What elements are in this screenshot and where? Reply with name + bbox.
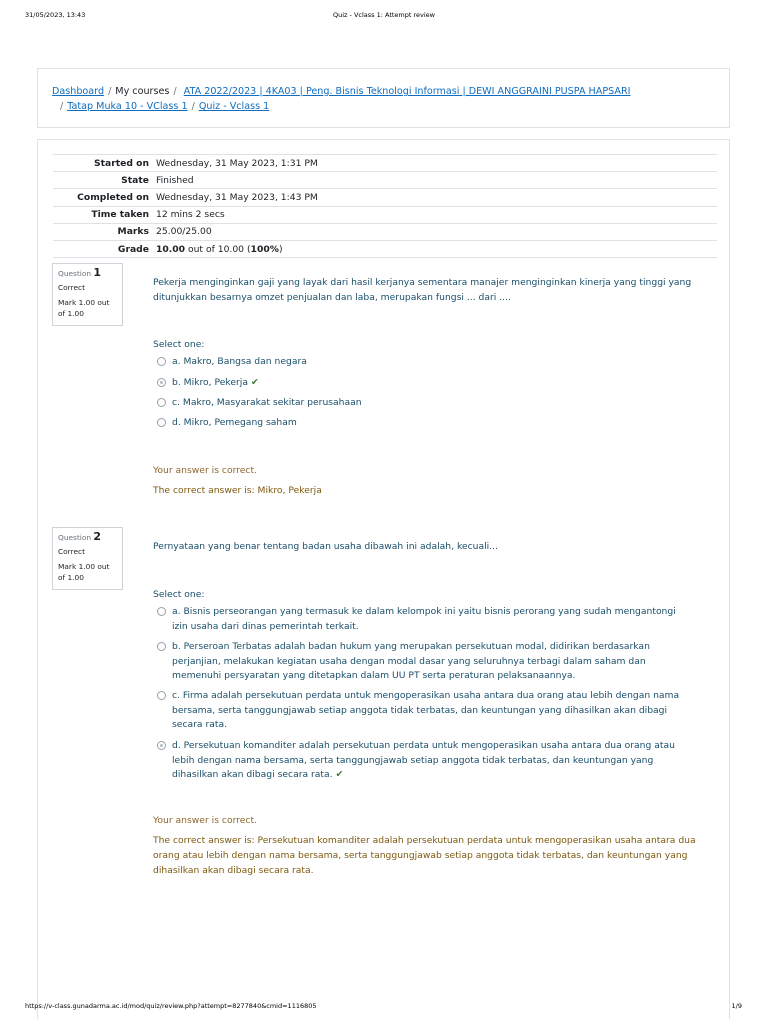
- question-number: [58, 532, 117, 544]
- breadcrumb-separator: /: [191, 101, 195, 112]
- breadcrumb: [37, 68, 730, 128]
- radio-button[interactable]: [157, 418, 166, 427]
- answer-option-b[interactable]: [157, 376, 689, 391]
- feedback-status: Your answer is correct.: [153, 815, 257, 826]
- summary-label: Marks: [53, 223, 156, 240]
- question-label: Question: [58, 269, 92, 278]
- question-state: Correct: [58, 282, 85, 292]
- summary-value: Wednesday, 31 May 2023, 1:43 PM: [156, 189, 717, 206]
- grade-value: [156, 240, 717, 257]
- review-region: [37, 139, 730, 1019]
- question-2-text: Pernyataan yang benar tentang badan usaha dibawah ini adalah, kecuali...: [153, 541, 498, 552]
- summary-label: Grade: [53, 240, 156, 257]
- answer-option-c[interactable]: [157, 396, 689, 411]
- question-number-value: 2: [93, 530, 102, 543]
- question-number-value: 1: [93, 266, 102, 279]
- summary-value: Finished: [156, 172, 717, 189]
- summary-label: Started on: [53, 155, 156, 172]
- breadcrumb-dashboard[interactable]: Dashboard: [52, 86, 105, 97]
- summary-label: State: [53, 172, 156, 189]
- grade-percent: 100%: [250, 243, 279, 255]
- breadcrumb-separator: /: [173, 86, 177, 97]
- breadcrumb-my-courses: My courses: [115, 86, 170, 97]
- answer-option-d[interactable]: [157, 416, 689, 431]
- summary-row: [53, 189, 717, 206]
- radio-button[interactable]: [157, 398, 166, 407]
- radio-button[interactable]: [157, 691, 166, 700]
- question-1-info: [52, 263, 123, 326]
- summary-row: [53, 155, 717, 172]
- grade-close: ): [278, 243, 283, 255]
- answer-option-d[interactable]: [157, 739, 689, 783]
- breadcrumb-separator: /: [60, 101, 64, 112]
- question-mark: Mark 1.00 out of 1.00: [58, 298, 110, 318]
- answer-option-c[interactable]: [157, 689, 689, 733]
- radio-button-selected[interactable]: [157, 741, 166, 750]
- breadcrumb-section[interactable]: Tatap Muka 10 - VClass 1: [67, 101, 188, 112]
- answer-option-label: d. Persekutuan komanditer adalah persekutuan perdata untuk mengoperasikan usaha antara dua orang atau lebih dengan nama bersama, serta tanggungjawab setiap anggota tidak terbatas, dan keuntungan yang dihasilkan akan dibagi secara rata.: [172, 740, 675, 780]
- summary-label: Completed on: [53, 189, 156, 206]
- print-page-title: Quiz - Vclass 1: Attempt review: [333, 11, 435, 19]
- summary-value: Wednesday, 31 May 2023, 1:31 PM: [156, 155, 717, 172]
- answer-option-a[interactable]: [157, 355, 689, 370]
- question-state: Correct: [58, 546, 85, 556]
- print-url: https://v-class.gunadarma.ac.id/mod/quiz/review.php?attempt=8277840&cmid=1116805: [25, 1002, 317, 1010]
- grade-out-of: out of 10.00 (: [185, 243, 251, 255]
- breadcrumb-quiz[interactable]: Quiz - Vclass 1: [198, 101, 270, 112]
- summary-row: [53, 172, 717, 189]
- select-one-label: Select one:: [153, 339, 205, 350]
- radio-button[interactable]: [157, 607, 166, 616]
- answer-option-label: a. Bisnis perseorangan yang termasuk ke dalam kelompok ini yaitu bisnis perorang yang sudah mengantongi izin usaha dari dinas pemerintah terkait.: [172, 606, 676, 632]
- print-page-number: 1/9: [731, 1002, 742, 1010]
- answer-option-label: d. Mikro, Pemegang saham: [172, 417, 297, 428]
- question-mark: Mark 1.00 out of 1.00: [58, 562, 110, 582]
- breadcrumb-course[interactable]: ATA 2022/2023 | 4KA03 | Peng. Bisnis Teknologi Informasi | DEWI ANGGRAINI PUSPA HAPSARI: [183, 86, 631, 97]
- answer-option-label: c. Makro, Masyarakat sekitar perusahaan: [172, 397, 362, 408]
- answer-option-label: c. Firma adalah persekutuan perdata untuk mengoperasikan usaha antara dua orang atau lebih dengan nama bersama, serta tanggungjawab setiap anggota tidak terbatas, dan keuntungan yang dihasilkan akan dibagi secara rata.: [172, 690, 680, 730]
- question-2-info: [52, 527, 123, 590]
- summary-row: [53, 240, 717, 257]
- answer-option-label: a. Makro, Bangsa dan negara: [172, 356, 307, 367]
- summary-row: [53, 223, 717, 240]
- question-number: [58, 268, 117, 280]
- select-one-label: Select one:: [153, 589, 205, 600]
- radio-button[interactable]: [157, 642, 166, 651]
- answer-option-b[interactable]: [157, 640, 689, 684]
- summary-label: Time taken: [53, 206, 156, 223]
- check-icon: ✔: [250, 377, 259, 388]
- correct-answer: The correct answer is: Mikro, Pekerja: [153, 485, 322, 496]
- summary-value: 25.00/25.00: [156, 223, 717, 240]
- grade-score: 10.00: [156, 243, 186, 255]
- check-icon: ✔: [335, 769, 344, 780]
- answer-option-label: b. Mikro, Pekerja: [172, 377, 248, 388]
- correct-answer: The correct answer is: Persekutuan komanditer adalah persekutuan perdata untuk mengoperasikan usaha antara dua orang atau lebih dengan nama bersama, serta tanggungjawab setiap anggota tidak terbatas, dan keuntungan yang dihasilkan akan dibagi secara rata.: [153, 835, 696, 876]
- feedback-status: Your answer is correct.: [153, 465, 257, 476]
- summary-row: [53, 206, 717, 223]
- question-1-text: Pekerja menginginkan gaji yang layak dari hasil kerjanya sementara manajer menginginkan kinerja yang tinggi yang ditunjukkan besarnya omzet penjualan dan laba, merupakan fungsi ... dari ....: [153, 277, 692, 303]
- radio-button-selected[interactable]: [157, 378, 166, 387]
- answer-option-a[interactable]: [157, 605, 689, 634]
- attempt-summary-table: [53, 154, 717, 258]
- summary-value: 12 mins 2 secs: [156, 206, 717, 223]
- print-datetime: 31/05/2023, 13:43: [25, 11, 86, 19]
- radio-button[interactable]: [157, 357, 166, 366]
- breadcrumb-separator: /: [108, 86, 112, 97]
- answer-option-label: b. Perseroan Terbatas adalah badan hukum yang merupakan persekutuan modal, didirikan berdasarkan perjanjian, melakukan kegiatan usaha dengan modal dasar yang seluruhnya terbagi dalam saham dan memenuhi persyaratan yang ditetapkan dalam UU PT serta peraturan pelaksanaannya.: [172, 641, 650, 681]
- question-label: Question: [58, 533, 92, 542]
